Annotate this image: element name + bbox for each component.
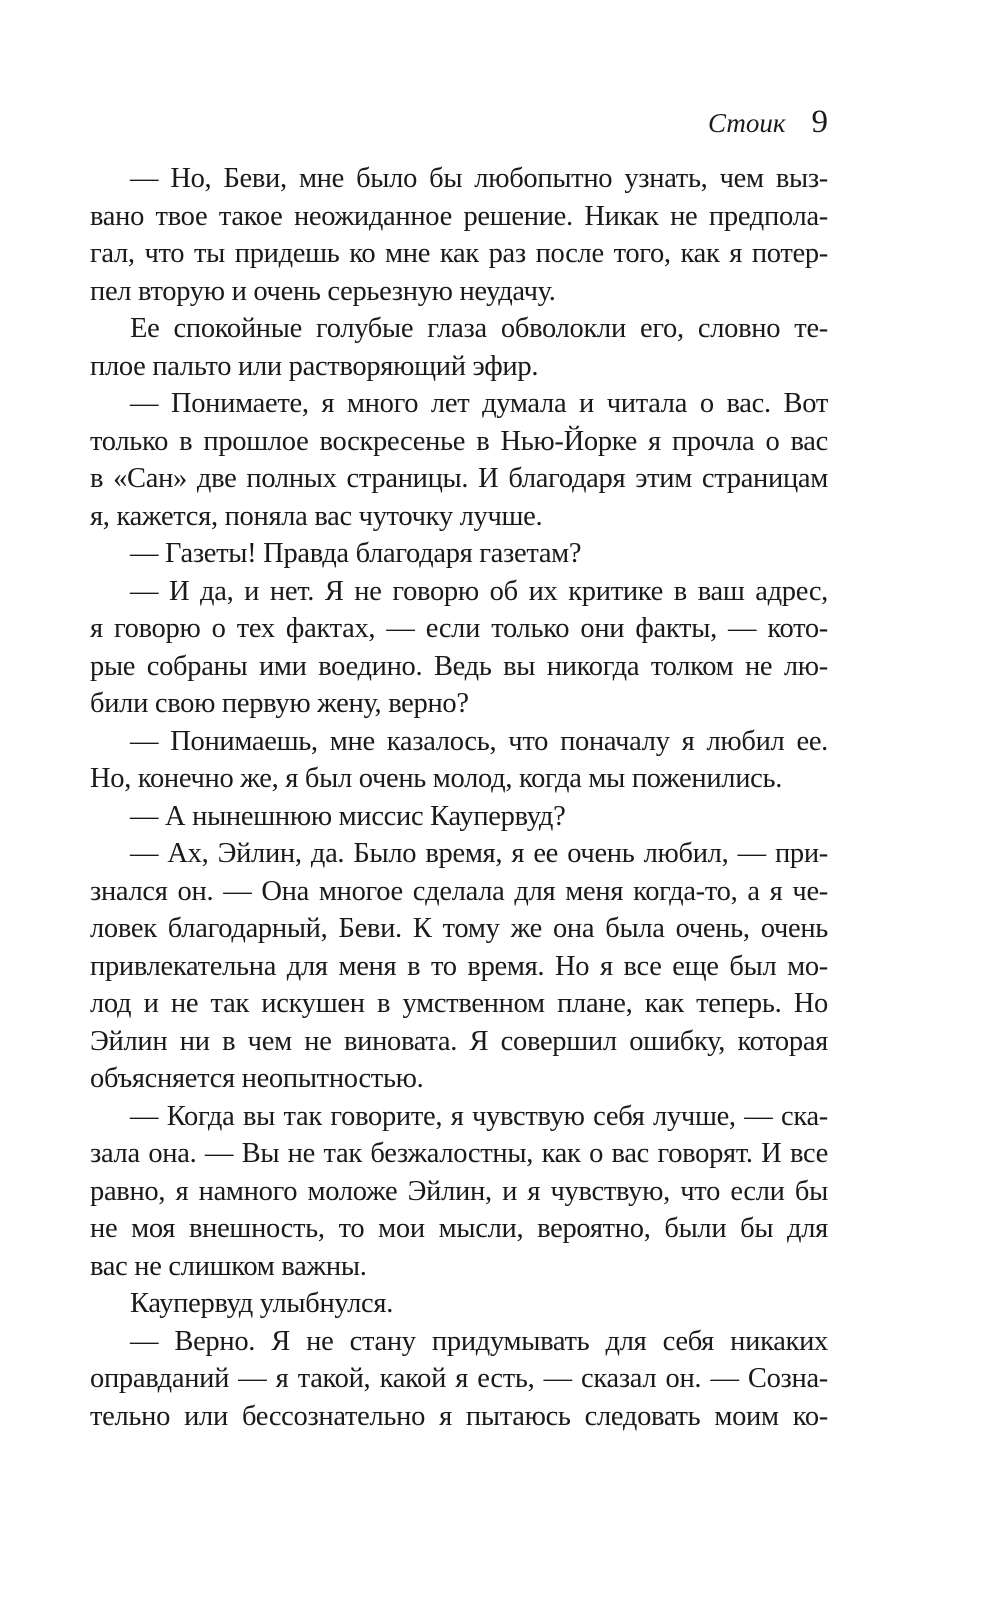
text-line: гал, что ты придешь ко мне как раз после того, как я потер-	[90, 238, 828, 269]
text-line: Эйлин ни в чем не виновата. Я совершил ошибку, которая	[90, 1025, 828, 1057]
text-line: Каупервуд улыбнулся.	[130, 1288, 394, 1319]
text-line: — Но, Беви, мне было бы любопытно узнать, чем выз-	[130, 163, 828, 194]
text-line: пел вторую и очень серьезную неудачу.	[90, 275, 556, 307]
text-line: — Ах, Эйлин, да. Было время, я ее очень любил, — при-	[130, 838, 828, 869]
text-line: били свою первую жену, верно?	[90, 688, 469, 719]
text-line: привлекательна для меня в то время. Но я все еще был мо-	[90, 950, 828, 982]
running-title: Стоик	[707, 108, 786, 138]
text-line: — А нынешнюю миссис Каупервуд?	[130, 800, 566, 832]
text-line: тельно или бессознательно я пытаюсь следовать моим ко-	[90, 1400, 828, 1432]
body-text	[90, 160, 828, 1435]
text-line: в «Сан» две полных страницы. И благодаря этим страницам	[90, 463, 828, 494]
page-number: 9	[811, 104, 828, 140]
text-line: я говорю о тех фактах, — если только они факты, — кото-	[90, 613, 828, 644]
text-line: рые собраны ими воедино. Ведь вы никогда толком не лю-	[90, 650, 828, 682]
text-line: только в прошлое воскресенье в Нью-Йорке я прочла о вас	[90, 425, 828, 457]
text-line: я, кажется, поняла вас чуточку лучше.	[90, 500, 543, 532]
text-line: объясняется неопытностью.	[90, 1063, 424, 1094]
page-header	[708, 104, 828, 144]
text-line: — Понимаете, я много лет думала и читала о вас. Вот	[130, 388, 828, 419]
text-line: — Когда вы так говорите, я чувствую себя лучше, — ска-	[130, 1100, 828, 1132]
text-line: — Верно. Я не стану придумывать для себя никаких	[130, 1325, 828, 1357]
text-line: лод и не так искушен в умственном плане, как теперь. Но	[90, 988, 828, 1019]
text-line: Но, конечно же, я был очень молод, когда мы поженились.	[90, 763, 783, 794]
text-line: плое пальто или растворяющий эфир.	[90, 350, 539, 382]
text-line: вас не слишком важны.	[90, 1250, 367, 1282]
text-line: равно, я намного моложе Эйлин, и я чувствую, что если бы	[90, 1175, 828, 1207]
text-line: — И да, и нет. Я не говорю об их критике в ваш адрес,	[130, 575, 828, 607]
text-line: — Газеты! Правда благодаря газетам?	[130, 538, 582, 569]
text-line: не моя внешность, то мои мысли, вероятно, были бы для	[90, 1213, 828, 1244]
text-line: знался он. — Она многое сделала для меня когда-то, а я че-	[90, 875, 828, 907]
text-line: зала она. — Вы не так безжалостны, как о вас говорят. И все	[90, 1138, 828, 1169]
text-line: Ее спокойные голубые глаза обволокли его, словно те-	[130, 313, 828, 344]
text-line: оправданий — я такой, какой я есть, — сказал он. — Созна-	[90, 1363, 828, 1394]
text-line: — Понимаешь, мне казалось, что поначалу я любил ее.	[130, 725, 828, 757]
text-line: вано твое такое неожиданное решение. Никак не предпола-	[90, 200, 828, 232]
text-line: ловек благодарный, Беви. К тому же она была очень, очень	[90, 913, 828, 944]
